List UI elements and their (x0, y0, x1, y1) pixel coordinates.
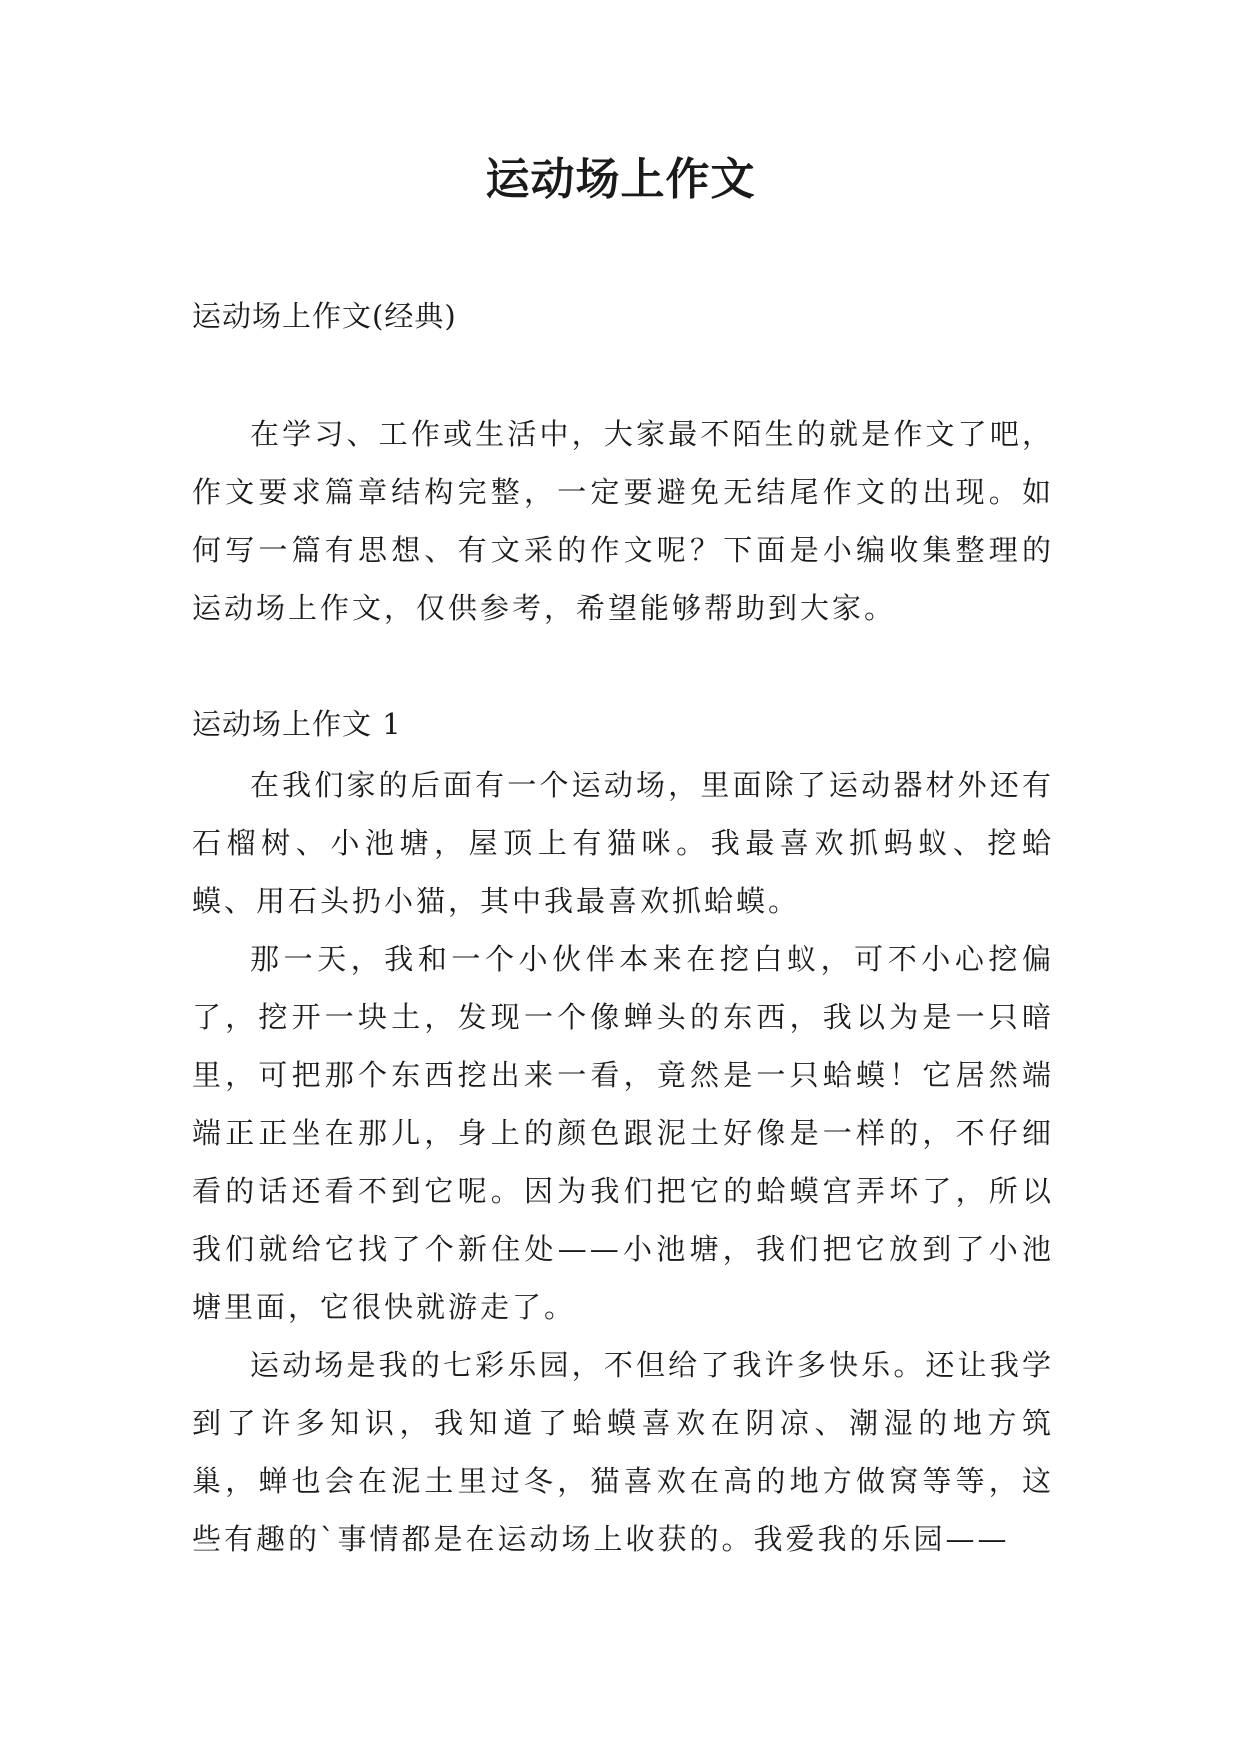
essay-paragraph: 在我们家的后面有一个运动场，里面除了运动器材外还有石榴树、小池塘，屋顶上有猫咪。我最喜欢抓蚂蚁、挖蛤蟆、用石头扔小猫，其中我最喜欢抓蛤蟆。 (192, 768, 1054, 918)
document-subtitle: 运动场上作文(经典) (192, 299, 457, 333)
essay-paragraph: 运动场是我的七彩乐园，不但给了我许多快乐。还让我学到了许多知识，我知道了蛤蟆喜欢在阴凉、潮湿的地方筑巢，蝉也会在泥土里过冬，猫喜欢在高的地方做窝等等，这些有趣的`事情都是在运动场上收获的。我爱我的乐园—— (192, 1348, 1054, 1556)
essay-paragraph: 那一天，我和一个小伙伴本来在挖白蚁，可不小心挖偏了，挖开一块土，发现一个像蝉头的东西，我以为是一只暗里，可把那个东西挖出来一看，竟然是一只蛤蟆！它居然端端正正坐在那儿，身上的颜色跟泥土好像是一样的，不仔细看的话还看不到它呢。因为我们把它的蛤蟆宫弄坏了，所以我们就给它找了个新住处——小池塘，我们把它放到了小池塘里面，它很快就游走了。 (192, 942, 1054, 1324)
document-title: 运动场上作文 (485, 154, 756, 205)
essay-body (192, 756, 1054, 1568)
section-heading: 运动场上作文 1 (192, 707, 402, 741)
intro-paragraph: 在学习、工作或生活中，大家最不陌生的就是作文了吧，作文要求篇章结构完整，一定要避免无结尾作文的出现。如何写一篇有思想、有文采的作文呢？下面是小编收集整理的运动场上作文，仅供参考，希望能够帮助到大家。 (192, 417, 1054, 625)
